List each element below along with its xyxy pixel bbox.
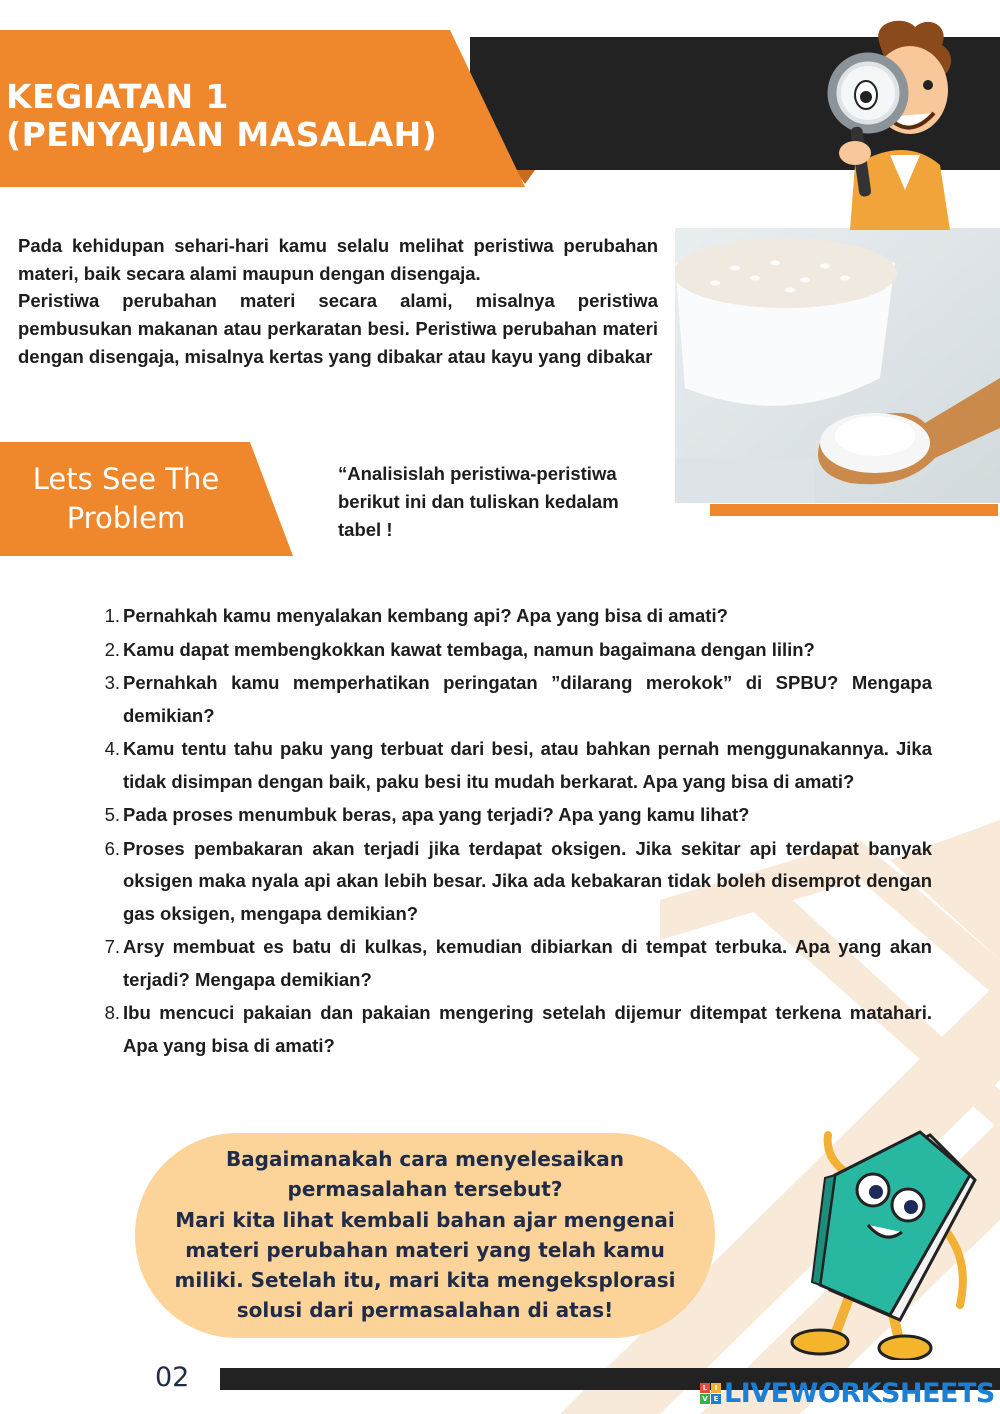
question-text: Pada proses menumbuk beras, apa yang terjadi? Apa yang kamu lihat? xyxy=(123,804,750,825)
question-text: Kamu dapat membengkokkan kawat tembaga, namun bagaimana dengan lilin? xyxy=(123,638,815,660)
question-number: 1. xyxy=(104,605,120,626)
question-number: 6. xyxy=(104,837,120,859)
section-label-line-2: Problem xyxy=(66,501,186,535)
book-character-illustration xyxy=(780,1120,990,1360)
liveworksheets-wordmark: LIVEWORKSHEETS xyxy=(724,1378,995,1409)
detective-mascot-illustration xyxy=(810,15,960,230)
list-item xyxy=(104,733,932,798)
section-label-line-1: Lets See The xyxy=(32,462,220,496)
question-text: Ibu mencuci pakaian dan pakaian mengering setelah dijemur ditempat terkena matahari. Apa yang bisa di amati? xyxy=(123,1002,932,1056)
prompt-bubble-text xyxy=(150,1144,700,1326)
section-label xyxy=(0,460,252,538)
liveworksheets-icon: L I V E xyxy=(700,1383,722,1405)
question-number: 3. xyxy=(104,672,120,693)
photo-accent-bar xyxy=(710,504,998,516)
page-number: 02 xyxy=(155,1362,190,1393)
page-title xyxy=(6,78,437,154)
question-text: Pernahkah kamu memperhatikan peringatan ”dilarang merokok” di SPBU? Mengapa demikian? xyxy=(123,672,932,726)
intro-paragraph-2: Peristiwa perubahan materi secara alami, misalnya peristiwa pembusukan makanan atau perkaratan besi. Peristiwa perubahan materi dengan disengaja, misalnya kertas yang dibakar atau kayu yang dibakar xyxy=(18,290,658,367)
question-text: Pernahkah kamu menyalakan kembang api? Apa yang bisa di amati? xyxy=(123,605,728,626)
question-list xyxy=(104,600,932,1063)
list-item xyxy=(104,833,932,931)
question-number: 7. xyxy=(104,936,120,957)
list-item xyxy=(104,997,932,1062)
intro-paragraph-1: Pada kehidupan sehari-hari kamu selalu melihat peristiwa perubahan materi, baik secara alami maupun dengan disengaja. xyxy=(18,235,658,284)
rice-and-salt-photo xyxy=(675,228,1000,503)
bubble-line-2: permasalahan tersebut? xyxy=(287,1177,563,1202)
title-line-1: KEGIATAN 1 xyxy=(6,77,230,116)
question-number: 4. xyxy=(104,738,120,759)
question-text: Kamu tentu tahu paku yang terbuat dari besi, atau bahkan pernah menggunakannya. Jika tidak disimpan dengan baik, paku besi itu mudah berkarat. Apa yang bisa di amati? xyxy=(123,738,932,792)
question-number: 5. xyxy=(104,804,120,825)
question-number: 2. xyxy=(104,638,120,660)
title-line-2: (PENYAJIAN MASALAH) xyxy=(6,115,438,154)
intro-text xyxy=(18,232,658,371)
list-item xyxy=(104,799,932,832)
list-item xyxy=(104,931,932,996)
instruction-text: “Analisislah peristiwa-peristiwa berikut ini dan tuliskan kedalam tabel ! xyxy=(338,463,619,540)
bubble-line-1: Bagaimanakah cara menyelesaikan xyxy=(225,1147,625,1171)
bubble-line-4: materi perubahan materi yang telah kamu xyxy=(185,1237,665,1262)
bubble-line-3: Mari kita lihat kembali bahan ajar mengenai xyxy=(175,1207,675,1232)
question-text: Arsy membuat es batu di kulkas, kemudian dibiarkan di tempat terbuka. Apa yang akan terjadi? Mengapa demikian? xyxy=(123,936,932,990)
bubble-line-6: solusi dari permasalahan di atas! xyxy=(236,1298,614,1323)
list-item xyxy=(104,667,932,732)
list-item xyxy=(104,600,932,633)
list-item xyxy=(104,634,932,667)
liveworksheets-logo[interactable] xyxy=(700,1378,995,1409)
question-text: Proses pembakaran akan terjadi jika terdapat oksigen. Jika sekitar api terdapat banyak oksigen maka nyala api akan lebih besar. Jika ada kebakaran tidak boleh disemprot dengan gas oksigen, mengapa demikian? xyxy=(123,837,932,924)
bubble-line-5: miliki. Setelah itu, mari kita mengeksplorasi xyxy=(174,1268,676,1293)
question-number: 8. xyxy=(104,1002,120,1023)
